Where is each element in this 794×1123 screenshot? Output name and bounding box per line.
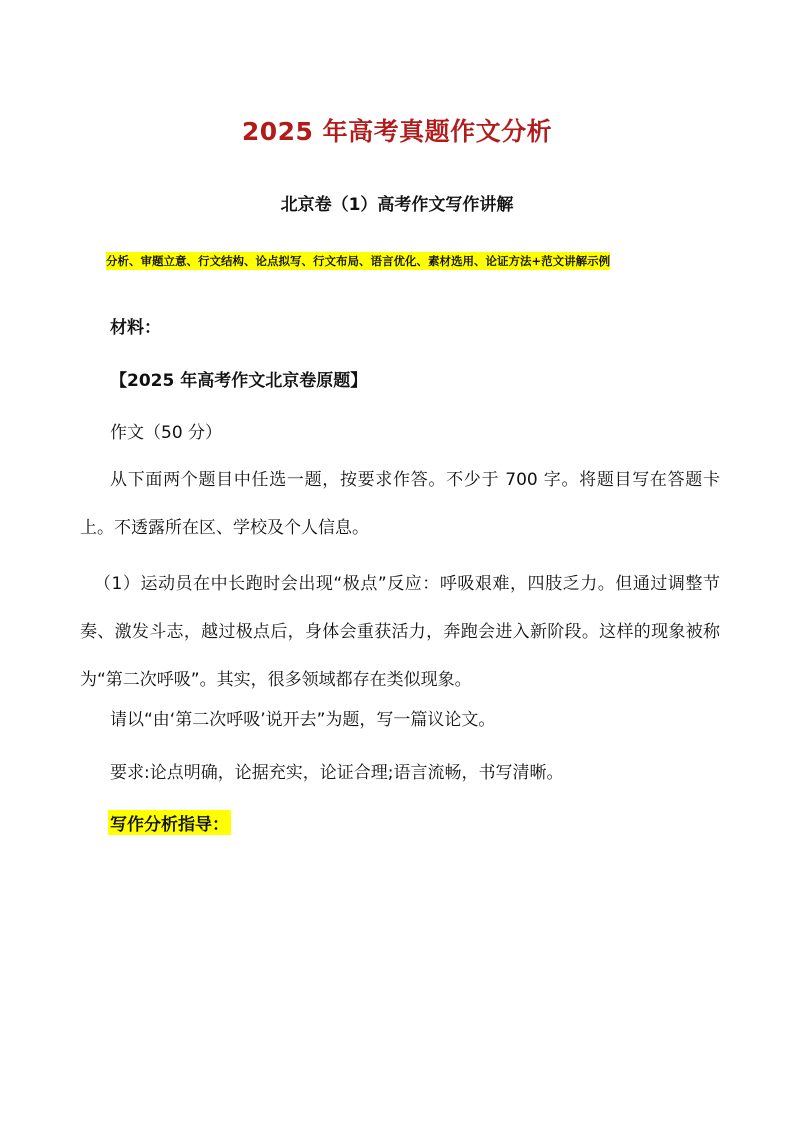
topic-tags-highlight: 分析、审题立意、行文结构、论点拟写、行文布局、语言优化、素材选用、论证方法+范文讲解示例 bbox=[106, 254, 611, 268]
original-question-heading: 【2025 年高考作文北京卷原题】 bbox=[110, 371, 368, 391]
question-paragraph: （1）运动员在中长跑时会出现“极点”反应：呼吸艰难，四肢乏力。但通过调整节奏、激发斗志，越过极点后，身体会重获活力，奔跑会进入新阶段。这样的现象被称为“第二次呼吸”。其实，很多领域都存在类似现象。 bbox=[80, 574, 720, 690]
essay-score-label: 作文（50 分） bbox=[110, 423, 223, 443]
essay-requirements: 要求:论点明确，论据充实，论证合理;语言流畅，书写清晰。 bbox=[110, 763, 564, 783]
page-title: 2025 年高考真题作文分析 bbox=[241, 117, 553, 146]
instruction-paragraph: 从下面两个题目中任选一题，按要求作答。不少于 700 字。将题目写在答题卡上。不透露所在区、学校及个人信息。 bbox=[80, 470, 720, 538]
material-label: 材料： bbox=[110, 318, 161, 338]
essay-prompt: 请以“由‘第二次呼吸’说开去”为题，写一篇议论文。 bbox=[110, 710, 496, 730]
page-subtitle: 北京卷（1）高考作文写作讲解 bbox=[280, 195, 514, 215]
writing-guide-heading: 写作分析指导： bbox=[108, 810, 231, 835]
